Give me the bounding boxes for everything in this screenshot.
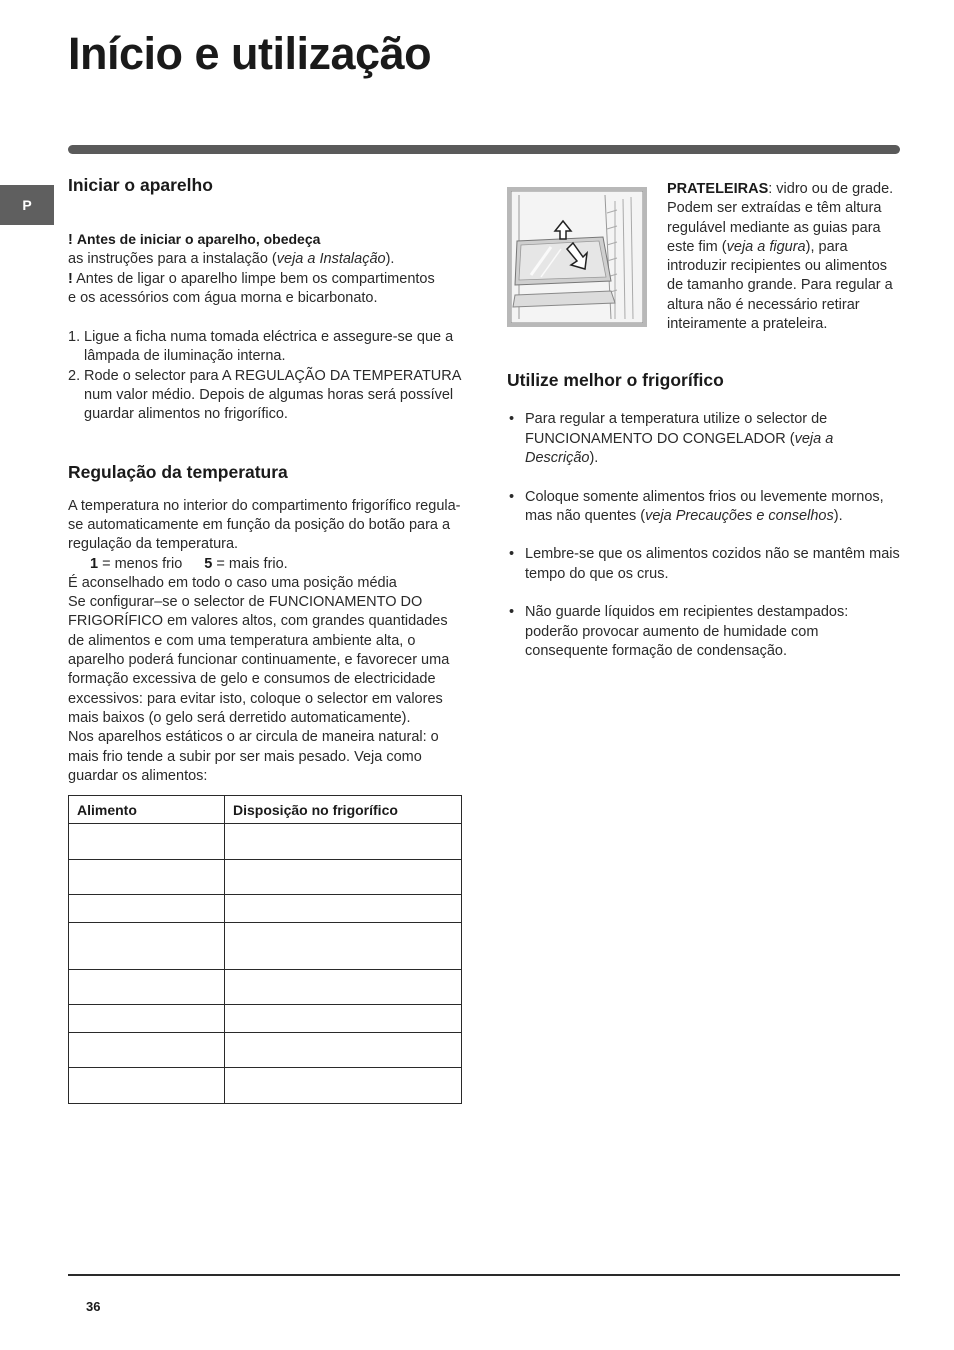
temp-paragraph-1: A temperatura no interior do compartimento frigorífico regula-se automaticamente em função da posição do botão para a regulação da temperatura.	[68, 497, 461, 553]
temp-paragraph-3: Se configurar–se o selector de FUNCIONAMENTO DO FRIGORÍFICO em valores altos, com grandes quantidades de alimentos e com uma temperatura ambiente alta, o aparelho poderá funcionar continuamente, e favorecer uma formação excessiva de gelo e consumos de electricidade excessivos: para evitar isto, coloque o selector em valores mais baixos (o gelo será derretido automaticamente).	[68, 594, 450, 726]
warning-install: ! Antes de iniciar o aparelho, obedeça as instruções para a instalação (veja a Instalação). ! Antes de ligar o aparelho limpe bem os compartimentos e os acessórios com água morna e bicarbonato.	[68, 231, 435, 306]
top-divider	[68, 145, 900, 154]
table-row	[69, 895, 462, 923]
table-row	[69, 970, 462, 1005]
language-tab: P	[0, 185, 54, 225]
table-row	[69, 1005, 462, 1033]
table-row	[69, 860, 462, 895]
shelf-drawing	[511, 191, 643, 323]
table-header-placement: Disposição no frigorífico	[225, 796, 462, 824]
section-heading-start: Iniciar o aparelho	[68, 175, 213, 195]
temperature-scale: 1 = menos frio 5 = mais frio.	[90, 555, 288, 572]
list-item: 1. Ligue a ficha numa tomada eléctrica e assegure-se que a lâmpada de iluminação interna.	[68, 329, 454, 365]
table-row	[69, 1068, 462, 1104]
left-column	[68, 175, 462, 1104]
section-heading-temperature: Regulação da temperatura	[68, 461, 288, 482]
table-row	[69, 824, 462, 860]
table-row	[69, 1033, 462, 1068]
temp-paragraph-2: É aconselhado em todo o caso uma posição média	[68, 574, 397, 591]
section-heading-best-use: Utilize melhor o frigorífico	[507, 370, 724, 391]
food-storage-table	[68, 795, 462, 1104]
bottom-divider	[68, 1274, 900, 1276]
start-steps	[68, 328, 462, 424]
page-number: 36	[86, 1299, 101, 1314]
list-item: • Para regular a temperatura utilize o selector de FUNCIONAMENTO DO CONGELADOR (veja a Descrição).	[509, 411, 834, 466]
temp-paragraph-4: Nos aparelhos estáticos o ar circula de maneira natural: o mais frio tende a subir por ser mais pesado. Veja como guardar os alimentos:	[68, 729, 439, 784]
list-item: • Lembre-se que os alimentos cozidos não se mantêm mais tempo do que os crus.	[509, 546, 900, 582]
best-use-list	[507, 410, 900, 661]
shelf-illustration	[507, 187, 647, 327]
shelves-description: PRATELEIRAS: vidro ou de grade. Podem ser extraídas e têm altura regulável mediante as guias para este fim (veja a figura), para introduzir recipientes ou alimentos de tamanho grande. Para regular a altura não é necessário retirar inteiramente a prateleira.	[667, 181, 894, 333]
page-title: Início e utilização	[68, 28, 432, 79]
list-item: • Não guarde líquidos em recipientes destampados: poderão provocar aumento de humidade com consequente formação de condensação.	[509, 604, 849, 659]
right-column	[507, 180, 900, 681]
table-header-row	[69, 796, 462, 824]
table-header-food: Alimento	[69, 796, 225, 824]
list-item: • Coloque somente alimentos frios ou levemente mornos, mas não quentes (veja Precauções e conselhos).	[509, 488, 884, 524]
table-row	[69, 923, 462, 970]
list-item: 2. Rode o selector para A REGULAÇÃO DA TEMPERATURA num valor médio. Depois de algumas horas será possível guardar alimentos no frigorífico.	[68, 367, 461, 423]
